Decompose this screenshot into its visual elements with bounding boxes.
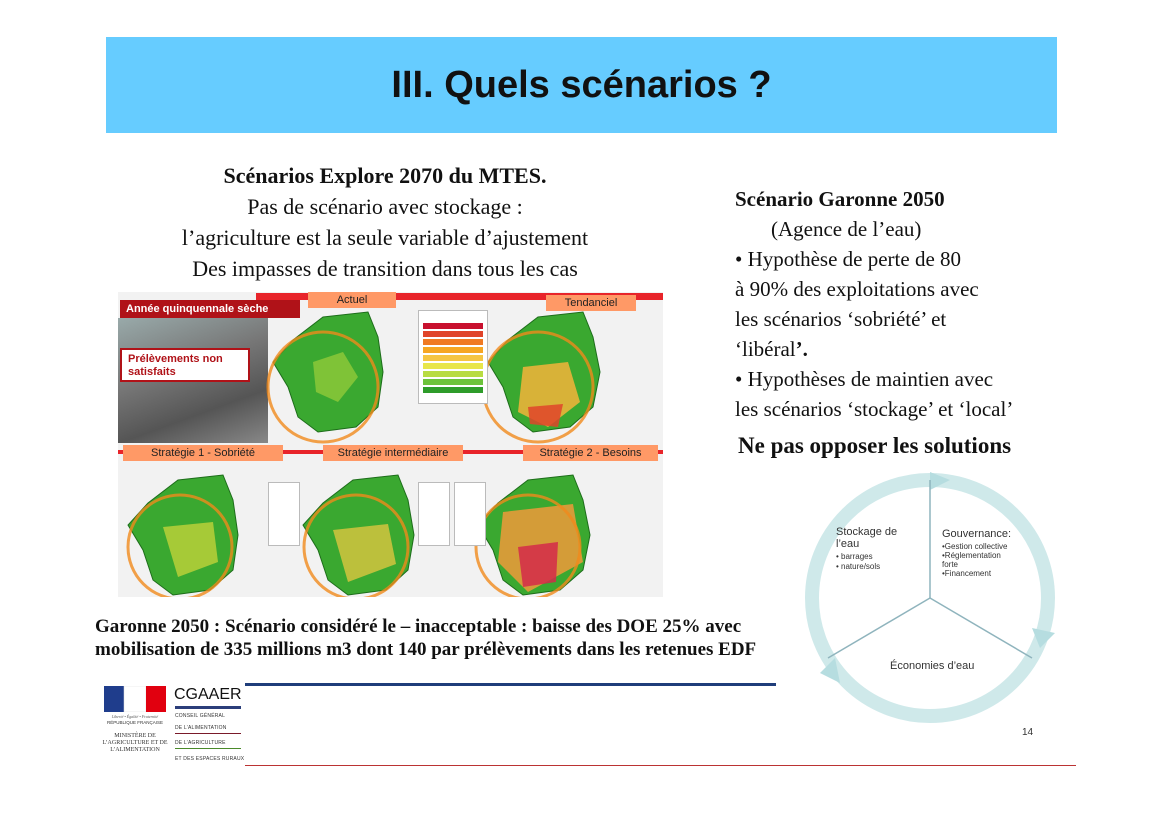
cgaaer-line-4: ET DES ESPACES RURAUX	[175, 756, 245, 762]
map-intermediaire	[303, 475, 414, 597]
map-tendanciel	[483, 312, 600, 442]
garonne-conclusion	[95, 615, 875, 661]
rf-motto: Liberté • Égalité • Fraternité	[111, 714, 159, 719]
legend-swatch	[423, 387, 483, 393]
legend-sobriete	[268, 482, 300, 546]
bullet-2-line-2: les scénarios ‘stockage’ et ‘local’	[735, 397, 1014, 421]
title-banner	[106, 37, 1057, 133]
cgaaer-divider	[175, 748, 241, 749]
cycle-gouvernance	[942, 528, 1042, 578]
explore-heading: Scénarios Explore 2070 du MTES.	[223, 163, 547, 188]
legend-swatch	[423, 363, 483, 369]
footer-red-rule	[245, 765, 1076, 766]
cgaaer-line-1: CONSEIL GÉNÉRAL	[175, 713, 226, 719]
explore-line-3: Des impasses de transition dans tous les cas	[192, 256, 578, 281]
page-title: III. Quels scénarios ?	[391, 63, 772, 106]
garonne-sub: (Agence de l’eau)	[771, 217, 922, 241]
solutions-cycle-diagram	[800, 468, 1060, 728]
label-sobriete: Stratégie 1 - Sobriété	[123, 445, 283, 461]
legend-swatch	[423, 339, 483, 345]
ministere-label: MINISTÈRE DE L’AGRICULTURE ET DE L’ALIMENTATION	[102, 733, 168, 753]
scenario-maps-figure	[118, 292, 663, 597]
label-besoins: Stratégie 2 - Besoins	[523, 445, 658, 461]
garonne-heading: Scénario Garonne 2050	[735, 187, 945, 211]
map-actuel	[268, 312, 383, 442]
cycle-stockage-title: Stockage de l’eau	[836, 526, 898, 550]
bullet-1-line-4	[735, 334, 1075, 364]
garonne-text	[735, 184, 1075, 424]
footer-blue-rule	[245, 683, 776, 686]
map-sobriete	[128, 475, 238, 597]
bullet-1-line-1: • Hypothèse de perte de 80	[735, 247, 962, 271]
annee-label: Année quinquennale sèche	[120, 300, 300, 318]
cgaaer-line-2: DE L’ALIMENTATION	[175, 725, 227, 731]
legend-actuel	[418, 310, 488, 404]
legend-swatch	[423, 323, 483, 329]
legend-besoins	[454, 482, 486, 546]
bullet-1-line-3: les scénarios ‘sobriété’ et	[735, 307, 947, 331]
legend-swatch	[423, 379, 483, 385]
legend-swatch	[423, 371, 483, 377]
cycle-economies: Économies d’eau	[890, 660, 975, 672]
cgaaer-line-3: DE L’AGRICULTURE	[175, 740, 226, 746]
cycle-stockage-item: • barrages	[836, 552, 873, 561]
legend-swatch	[423, 347, 483, 353]
label-intermediaire: Stratégie intermédiaire	[323, 445, 463, 461]
explore-line-2: l’agriculture est la seule variable d’ajustement	[181, 225, 589, 250]
bullet-1-line-2: à 90% des exploitations avec	[735, 277, 979, 301]
conclusion-line-1: Garonne 2050 : Scénario considéré le – inacceptable : baisse des DOE 25% avec	[95, 616, 742, 637]
page-number: 14	[1022, 727, 1034, 738]
cycle-stockage-item: • nature/sols	[836, 562, 881, 571]
label-actuel: Actuel	[308, 292, 396, 308]
cycle-gouvernance-item: •Réglementation forte	[942, 551, 1001, 569]
explore-line-1: Pas de scénario avec stockage :	[247, 194, 523, 219]
label-tendanciel: Tendanciel	[546, 295, 636, 311]
explore-text	[120, 160, 650, 284]
cycle-stockage	[836, 526, 916, 572]
rf-name: RÉPUBLIQUE FRANÇAISE	[106, 720, 163, 725]
cycle-graphic	[800, 468, 1060, 728]
prelevements-label: Prélèvements non satisfaits	[120, 348, 250, 382]
bullet-1-line-4b: ’.	[795, 337, 808, 361]
cgaaer-divider	[175, 733, 241, 734]
cycle-gouvernance-item: •Gestion collective	[942, 542, 1008, 551]
cgaaer-bar	[175, 706, 241, 709]
legend-swatch	[423, 355, 483, 361]
map-besoins	[476, 475, 590, 597]
conclusion-line-2: mobilisation de 335 millions m3 dont 140 par prélèvements dans les retenues EDF	[95, 639, 757, 660]
cycle-gouvernance-title: Gouvernance:	[942, 528, 1012, 540]
cgaaer-logo-text: CGAAER	[174, 686, 242, 703]
legend-intermediaire	[418, 482, 450, 546]
bullet-1-line-4a: ‘libéral	[735, 337, 796, 361]
legend-swatch	[423, 331, 483, 337]
cycle-gouvernance-item: •Financement	[942, 569, 992, 578]
solutions-heading: Ne pas opposer les solutions	[738, 433, 1012, 458]
bullet-2-line-1: • Hypothèses de maintien avec	[735, 367, 994, 391]
marianne-flag	[104, 686, 166, 712]
